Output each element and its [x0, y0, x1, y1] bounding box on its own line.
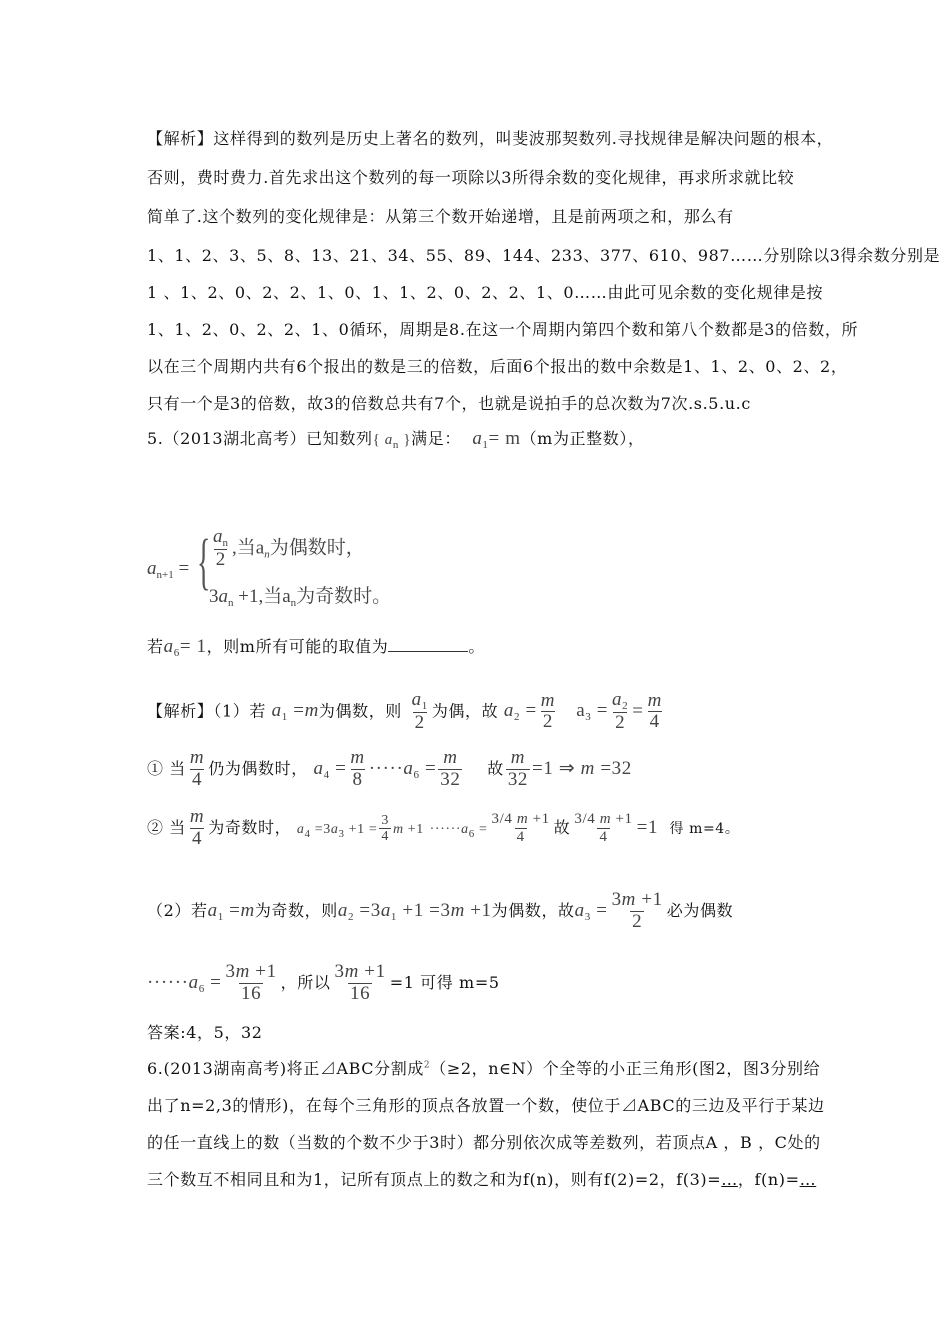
ask-if: 若 — [147, 637, 164, 656]
brace: { — [197, 528, 211, 596]
para1-line4: 1、1、2、3、5、8、13、21、34、55、89、144、233、377、610、987……分别除以3得余数分别是 — [147, 246, 941, 265]
case-odd: $3a_n +1$,当$a_n$为奇数时。 — [209, 586, 392, 609]
seq-an: { $a_n$ } — [372, 432, 412, 451]
a6-eq: $a_6= 1$ — [163, 636, 207, 659]
case1-text: 仍为偶数时， — [208, 758, 308, 778]
q5-mid: 满足： — [411, 429, 461, 448]
p3-result: =1 可得 m=5 — [389, 972, 500, 992]
q6-l4a: 三个数互不相同且和为1，记所有顶点上的数之和为f(n)，则有f(2)=2，f(3)= — [147, 1170, 722, 1189]
case1-label: ① 当 — [147, 758, 186, 778]
sol-part2: （2）若$a_1 =m$为奇数，则$a_2 =3a_1 +1 =3m +1$为偶数，故$a_3$ = $\frac{3m +1}{2}$ 必为偶数 — [147, 889, 734, 932]
para1-line6: 1、1、2、0、2、2、1、0循环，周期是8.在这一个周期内第四个数和第八个数都是3的倍数，所 — [147, 320, 859, 339]
a1-def: $a_1= m$ — [472, 428, 521, 451]
sol-case1: ① 当 $\frac{m}{4}$ 仍为偶数时， $a_4$ = $\frac{m}{8}$ $\cdot\cdot\cdot\cdot\cdot a_6$ = $\frac{m}{32}$ 故 $\frac{m}{32}$ =1 ⇒ m =32 — [147, 747, 632, 790]
q6-l4c: ，f(n)= — [737, 1170, 800, 1189]
sol-head: 【解析】（1）若 — [147, 701, 266, 721]
para1-line2: 否则，费时费力.首先求出这个数列的每一项除以3所得余数的变化规律，再求所求就比较 — [147, 168, 795, 187]
p2-must: 必为偶数 — [666, 900, 734, 920]
q5-prefix: 5.（2013湖北高考）已知数列 — [147, 429, 373, 448]
q5-suffix: （m为正整数）， — [520, 429, 645, 448]
q6-line4 — [147, 1167, 816, 1190]
q6-l1a: 6.(2013湖南高考)将正⊿ABC分割成 — [147, 1059, 424, 1078]
p2-even: 为偶数，故 — [491, 900, 575, 920]
p2-odd: 为奇数，则 — [254, 900, 338, 920]
case-even: $\frac{a_n}{2}$ ,当$a_n$为偶数时， — [213, 526, 365, 571]
q6-line3: 的任一直线上的数（当数的个数不少于3时）都分别依次成等差数列，若顶点A ，B ，C处的 — [147, 1133, 821, 1152]
f3-blank[interactable]: … — [721, 1170, 738, 1189]
case1-therefore: 故 — [487, 758, 504, 778]
sol-line1: 【解析】（1）若 $a_1 =m$为偶数，则 $\frac{a_1}{2}$ 为偶，故 $a_2$ = $\frac{m}{2}$ $a_3$ = $\frac{a_2}{2}$ = $\frac{m}{4}$ — [147, 689, 662, 734]
para1-line7: 以在三个周期内共有6个报出的数是三的倍数，后面6个报出的数中余数是1、1、2、0、2、2， — [147, 357, 848, 376]
q6-line1: 6.(2013湖南高考)将正⊿ABC分割成$^2$（≥2，n∈N）个全等的小正三角形(图2，图3分别给 — [147, 1059, 821, 1078]
ask-text: ，则m所有可能的取值为 — [206, 637, 389, 656]
para1-line8: 只有一个是3的倍数，故3的倍数总共有7个，也就是说拍手的总次数为7次.s.5.u.c — [147, 394, 751, 413]
q6-l1b: （≥2，n∈N）个全等的小正三角形(图2，图3分别给 — [430, 1059, 821, 1078]
para1-line5: 1 、1、2、0、2、2、1、0、1、1、2、0、2、2、1、0……由此可见余数的变化规律是按 — [147, 283, 824, 302]
sol-part3: $\cdot\cdot\cdot\cdot\cdot\cdot a_6$ = $\frac{3m +1}{16}$ ，所以 $\frac{3m +1}{16}$ =1 可得 m=5 — [147, 961, 500, 1004]
ask-end: 。 — [468, 637, 485, 656]
case2-result: 得 m=4。 — [669, 820, 740, 837]
sol-case2: ② 当 $\frac{m}{4}$ 为奇数时， $a_4 =3a_3 +1$ = $\frac{3}{4}$ $m +1 \cdot\cdot\cdot\cdot\cdot\cdot a_6$ = $\frac{3/4 m +1}{4}$ 故 $\frac{3/4 m +1}{4}$ =1 得 m=4。 — [147, 806, 740, 849]
sol-t2: 为偶，故 — [431, 701, 499, 721]
p3-so: ，所以 — [280, 972, 331, 992]
case2-label: ② 当 — [147, 817, 186, 837]
answer-blank[interactable] — [388, 637, 468, 652]
p2-if: （2）若 — [147, 900, 208, 920]
fn-blank[interactable]: … — [799, 1170, 817, 1189]
case2-therefore: 故 — [553, 817, 571, 837]
q6-line2: 出了n=2,3的情形)，在每个三角形的顶点各放置一个数，使位于⊿ABC的三边及平行于某边 — [147, 1096, 825, 1115]
para1-line1: 【解析】这样得到的数列是历史上著名的数列，叫斐波那契数列.寻找规律是解决问题的根本， — [147, 129, 834, 148]
q5-statement — [147, 426, 645, 451]
answer-line: 答案:4，5，32 — [147, 1023, 263, 1042]
q5-ask — [147, 634, 485, 659]
lhs: $a_{n+1}$ = — [147, 558, 190, 581]
case2-text: 为奇数时， — [208, 817, 292, 837]
sol-t1: 为偶数，则 — [318, 701, 402, 721]
para1-line3: 简单了.这个数列的变化规律是：从第三个数开始递增，且是前两项之和，那么有 — [147, 207, 734, 226]
piecewise-formula — [147, 527, 447, 607]
